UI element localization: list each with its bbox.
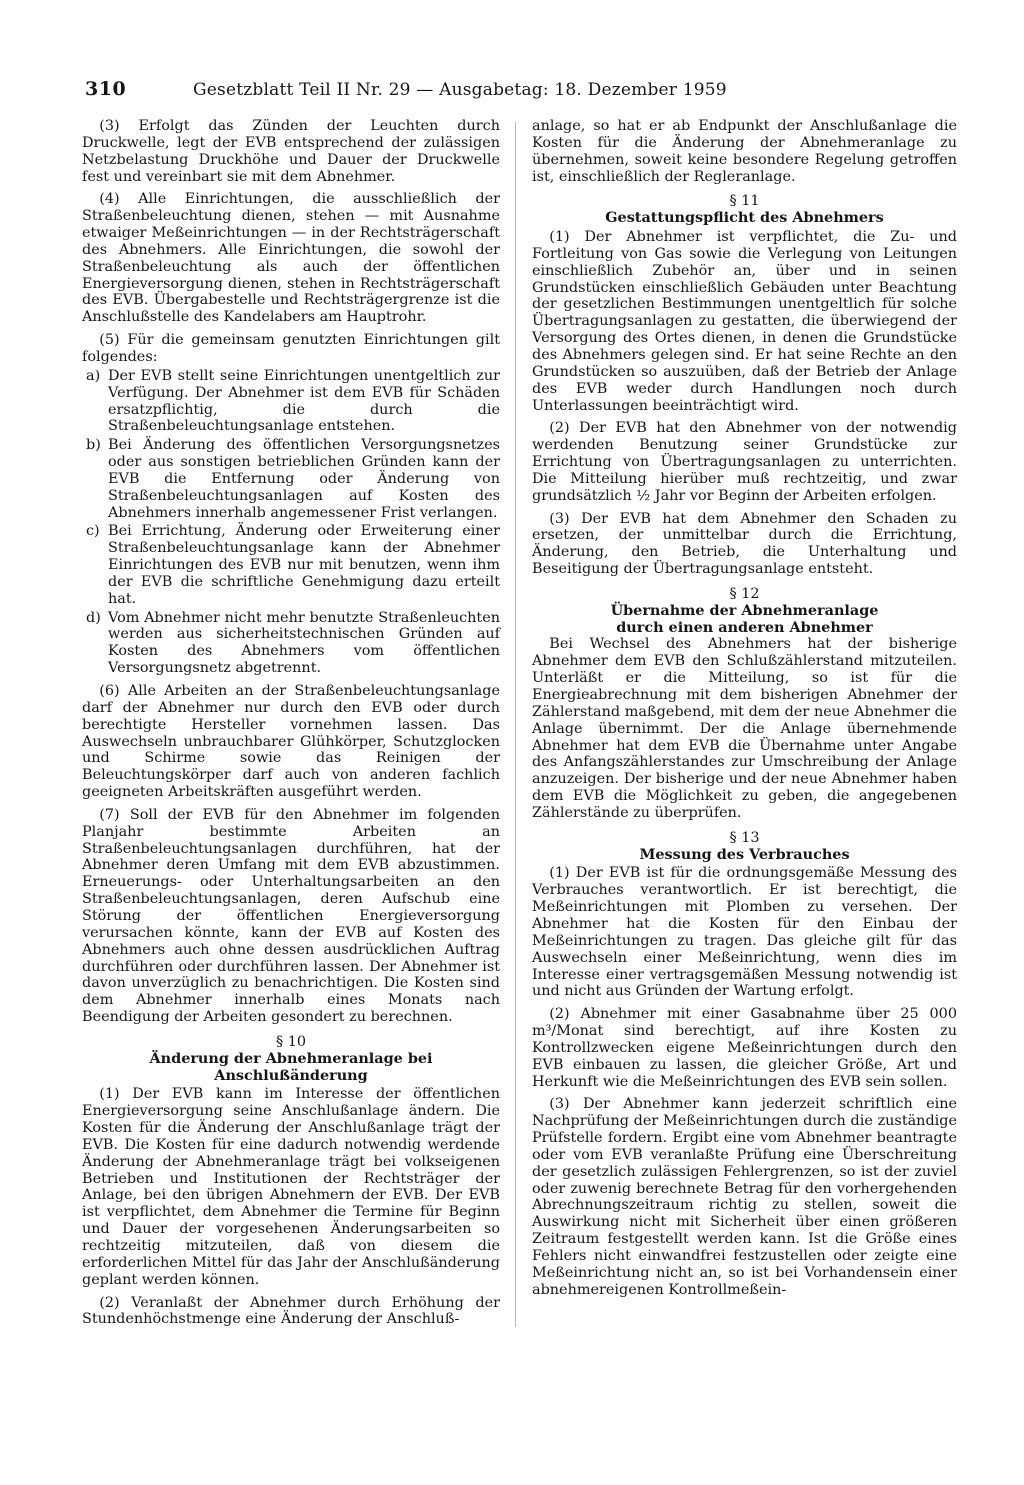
paragraph: (7) Soll der EVB für den Abnehmer im folgenden Planjahr bestimmte Arbeiten an Straßenbeleuchtungsanlagen durchführen, hat der Abnehmer deren Umfang mit dem EVB abzustimmen. Erneuerungs- oder Unterhaltungsarbeiten an den Straßenbeleuchtungsanlagen, deren Aufschub eine Störung der öffentlichen Energieversorgung verursachen könnte, kann der EVB auf Kosten des Abnehmers auch ohne dessen ausdrücklichen Auftrag durchführen oder durchführen lassen. Der Abnehmer ist davon unverzüglich zu benachrichtigen. Die Kosten sind dem Abnehmer innerhalb eines Monats nach Beendigung der Arbeiten gesondert zu berechnen. [82, 806, 500, 1026]
list-item-text: Bei Errichtung, Änderung oder Erweiterung einer Straßenbeleuchtungsanlage kann der Abnehmer Einrichtungen des EVB nur mit benutzen, wenn ihm der EVB die schriftliche Genehmigung dazu erteilt hat. [108, 523, 500, 607]
paragraph: (4) Alle Einrichtungen, die ausschließlich der Straßenbeleuchtung dienen, stehen — mit Ausnahme etwaiger Meßeinrichtungen — in der Rechtsträgerschaft des Abnehmers. Alle Einrichtungen, die sowohl der Straßenbeleuchtung als auch der öffentlichen Energieversorgung dienen, stehen in Rechtsträgerschaft des EVB. Übergabestelle und Rechtsträgergrenze ist die Anschlußstelle des Kandelabers am Hauptrohr. [82, 191, 500, 326]
paragraph: (2) Der EVB hat den Abnehmer von der notwendig werdenden Benutzung seiner Grundstücke zur Errichtung von Übertragungsanlagen zu unterrichten. Die Mitteilung hierüber muß rechtzeitig, und zwar grundsätzlich ½ Jahr vor Beginn der Arbeiten erfolgen. [532, 420, 957, 504]
paragraph: (5) Für die gemeinsam genutzten Einrichtungen gilt folgendes: [82, 332, 500, 365]
section-number: § 10 [275, 1033, 307, 1050]
list-item [82, 368, 500, 435]
section-title-line: durch einen anderen Abnehmer [616, 618, 873, 636]
page-number: 310 [85, 78, 127, 100]
section-title: Messung des Verbrauches [639, 845, 850, 863]
paragraph: (6) Alle Arbeiten an der Straßenbeleuchtungsanlage darf der Abnehmer nur durch den EVB oder durch berechtigte Hersteller vornehmen lassen. Das Auswechseln unbrauchbarer Glühkörper, Schutzglocken und Schirme sowie das Reinigen der Beleuchtungskörper darf auch von anderen fachlich geeigneten Arbeitskräften ausgeführt werden. [82, 683, 500, 801]
list-item-text: Vom Abnehmer nicht mehr benutzte Straßenleuchten werden aus sicherheitstechnischen Gründen auf Kosten des Abnehmers vom öffentlichen Versorgungsnetz abgetrennt. [108, 609, 500, 677]
list-item-text: Der EVB stellt seine Einrichtungen unentgeltlich zur Verfügung. Der Abnehmer ist dem EVB für Schäden ersatzpflichtig, die durch die Straßenbeleuchtungsanlage entstehen. [108, 367, 500, 435]
paragraph: (1) Der EVB ist für die ordnungsgemäße Messung des Verbrauches verantwortlich. Er ist berechtigt, die Meßeinrichtungen mit Plomben zu versehen. Der Abnehmer hat die Kosten für den Einbau der Meßeinrichtungen zu tragen. Das gleiche gilt für das Auswechseln einer Meßeinrichtung, wenn dies im Interesse einer vertragsgemäßen Messung notwendig ist und nicht aus Gründen der Wartung erfolgt. [532, 865, 957, 1000]
section-number: § 13 [729, 829, 760, 846]
list-item-label: d) [86, 609, 101, 626]
list-item-label: b) [86, 437, 101, 454]
section-title-line: Übernahme der Abnehmeranlage [610, 601, 879, 619]
left-column [82, 118, 500, 1334]
section-title [532, 603, 957, 637]
right-column [532, 118, 957, 1305]
paragraph: (1) Der EVB kann im Interesse der öffentlichen Energieversorgung seine Anschlußanlage ändern. Die Kosten für die Änderung der Anschlußanlage trägt der EVB. Die Kosten für eine dadurch notwendig werdende Änderung der Abnehmeranlage trägt bei volkseigenen Betrieben und Institutionen der Rechtsträger der Anlage, bei den übrigen Abnehmern der EVB. Der EVB ist verpflichtet, dem Abnehmer die Termine für Beginn und Dauer der vorgesehenen Änderungsarbeiten so rechtzeitig mitzuteilen, daß von diesem die erforderlichen Mittel für das Jahr der Anschlußänderung geplant werden können. [82, 1086, 500, 1288]
column-divider [515, 122, 516, 1327]
running-header [85, 78, 785, 104]
paragraph: Bei Wechsel des Abnehmers hat der bisherige Abnehmer dem EVB den Schlußzählerstand mitzuteilen. Unterläßt er die Mitteilung, so ist für die Energieabrechnung mit dem bisherigen Abnehmer der Zählerstand maßgebend, mit dem der neue Abnehmer die Anlage übernimmt. Der die Anlage übernehmende Abnehmer hat dem EVB die Übernahme unter Angabe des Anfangszählerstandes zur Umschreibung der Anlage anzuzeigen. Der bisherige und der neue Abnehmer haben dem EVB die Möglichkeit zu geben, die angegebenen Zählerstände zu überprüfen. [532, 636, 957, 821]
list-item [82, 610, 500, 677]
list-item-label: a) [86, 367, 101, 384]
section-number: § 11 [729, 193, 760, 210]
paragraph: (3) Erfolgt das Zünden der Leuchten durch Druckwelle, legt der EVB entsprechend der zulässigen Netzbelastung Druckhöhe und Dauer der Druckwelle fest und vereinbart sie mit dem Abnehmer. [82, 118, 500, 185]
section-title: Änderung der Abnehmeranlage bei Anschlußänderung [149, 1049, 433, 1084]
list-item [82, 437, 500, 521]
section-title: Gestattungspflicht des Abnehmers [605, 209, 884, 227]
list-item-label: c) [86, 523, 100, 540]
paragraph: (3) Der Abnehmer kann jederzeit schriftlich eine Nachprüfung der Meßeinrichtungen durch die zuständige Prüfstelle fordern. Ergibt eine vom Abnehmer beantragte oder vom EVB veranlaßte Prüfung eine Überschreitung der gesetzlich zulässigen Fehlergrenzen, so ist der zuviel oder zuwenig berechnete Betrag für den vorhergehenden Abrechnungszeitraum richtig zu stellen, soweit die Auswirkung nicht mit Sicherheit über einen größeren Zeitraum festgestellt werden kann. Ist die Größe eines Fehlers nicht einwandfrei festzustellen oder zeigte eine Meßeinrichtung nicht an, so ist bei Vorhandensein einer abnehmereigenen Kontrollmeßein- [532, 1096, 957, 1298]
paragraph-continuation: anlage, so hat er ab Endpunkt der Anschlußanlage die Kosten für die Änderung der Abnehmeranlage zu übernehmen, soweit keine besondere Regelung getroffen ist, einschließlich der Regleranlage. [532, 118, 957, 185]
paragraph: (3) Der EVB hat dem Abnehmer den Schaden zu ersetzen, der unmittelbar durch die Errichtung, Änderung, den Betrieb, die Unterhaltung und Beseitigung der Übertragungsanlage entsteht. [532, 510, 957, 578]
running-title: Gesetzblatt Teil II Nr. 29 — Ausgabetag: 18. Dezember 1959 [193, 80, 727, 100]
paragraph: (1) Der Abnehmer ist verpflichtet, die Zu- und Fortleitung von Gas sowie die Verlegung von Leitungen einschließlich Zubehör an, über und in seinen Grundstücken einschließlich Gebäuden unter Beachtung der gesetzlichen Bestimmungen unentgeltlich für solche Übertragungsanlagen zu gestatten, die überwiegend der Versorgung des Ortes dienen, in denen die Grundstücke des Abnehmers gelegen sind. Er hat seine Rechte an den Grundstücken so auszuüben, daß der Betrieb der Anlage des EVB weder durch Handlungen noch durch Unterlassungen beeinträchtigt wird. [532, 229, 957, 414]
paragraph: (2) Abnehmer mit einer Gasabnahme über 25 000 m³/Monat sind berechtigt, auf ihre Kosten zu Kontrollzwecken eigene Meßeinrichtungen durch den EVB einbauen zu lassen, die gleicher Größe, Art und Herkunft wie die Meßeinrichtungen des EVB sein sollen. [532, 1006, 957, 1090]
list-item [82, 523, 500, 607]
paragraph: (2) Veranlaßt der Abnehmer durch Erhöhung der Stundenhöchstmenge eine Änderung der Anschluß- [82, 1294, 500, 1328]
section-number: § 12 [729, 585, 760, 602]
list-item-text: Bei Änderung des öffentlichen Versorgungsnetzes oder aus sonstigen betrieblichen Gründen kann der EVB die Entfernung oder Änderung von Straßenbeleuchtungsanlagen auf Kosten des Abnehmers innerhalb angemessener Frist verlangen. [108, 437, 500, 521]
